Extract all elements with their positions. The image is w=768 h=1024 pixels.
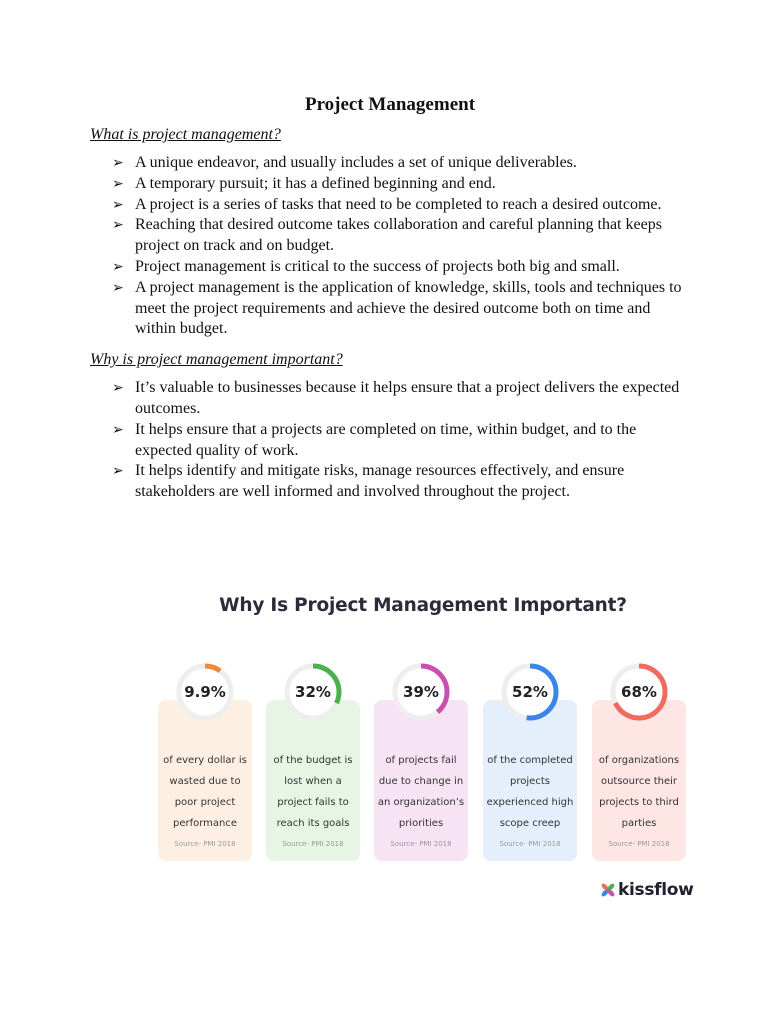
list-item — [90, 378, 690, 420]
stat-description-line: scope creep — [499, 818, 561, 829]
arrowhead-bullet-icon: ➢ — [112, 279, 124, 296]
section-heading-why: Why is project management important? — [90, 351, 343, 369]
stat-value: 52% — [512, 683, 548, 701]
arrowhead-bullet-icon: ➢ — [112, 175, 124, 192]
list-item — [90, 195, 690, 216]
stat-description-line: project fails to — [277, 797, 349, 808]
stat-description-line: projects to third — [599, 797, 679, 808]
list-item-text: A project is a series of tasks that need to be completed to reach a desired outcome. — [135, 195, 662, 213]
list-item-text: A temporary pursuit; it has a defined beginning and end. — [135, 174, 496, 192]
arrowhead-bullet-icon: ➢ — [112, 155, 124, 171]
stat-card — [158, 700, 252, 861]
stat-description-line: parties — [621, 818, 657, 829]
list-item-text: A project management is the application of knowledge, skills, tools and techniques to meet the project requirements and achieve the desired outcome both on time and within budget. — [135, 278, 682, 338]
progress-ring — [607, 660, 671, 724]
infographic — [150, 585, 694, 905]
stat-description — [592, 750, 686, 834]
list-item — [90, 174, 690, 195]
stat-description-line: experienced high — [486, 797, 574, 808]
list-item-text: A unique endeavor, and usually includes a set of unique deliverables. — [135, 154, 577, 171]
stat-card — [374, 700, 468, 861]
stat-card — [266, 700, 360, 861]
progress-ring — [498, 660, 562, 724]
stat-source: Source- PMI 2018 — [282, 840, 344, 848]
stat-description-line: performance — [172, 818, 238, 829]
stat-description-line: reach its goals — [276, 818, 350, 829]
stat-value: 39% — [403, 683, 439, 701]
document — [90, 92, 690, 513]
progress-ring — [281, 660, 345, 724]
stat-description-line: lost when a — [284, 776, 342, 787]
stat-card — [483, 700, 577, 861]
arrowhead-bullet-icon: ➢ — [112, 217, 124, 234]
stat-description-line: of organizations — [598, 755, 680, 766]
stat-description — [374, 750, 468, 834]
stat-description-line: an organization’s — [377, 797, 465, 808]
stat-value: 32% — [295, 683, 331, 701]
stat-description-line: of every dollar is — [163, 755, 247, 766]
progress-ring — [173, 660, 237, 724]
list-item-text: Reaching that desired outcome takes collaboration and careful planning that keeps project on track and on budget. — [135, 216, 662, 255]
arrowhead-bullet-icon: ➢ — [112, 258, 124, 275]
stat-source: Source- PMI 2018 — [174, 840, 236, 848]
stat-description — [483, 750, 577, 834]
bullet-list-why — [90, 378, 690, 503]
stat-description-line: of the budget is — [273, 755, 353, 766]
stat-description-line: wasted due to — [169, 776, 241, 787]
arrowhead-bullet-icon: ➢ — [112, 421, 124, 438]
stat-description — [266, 750, 360, 834]
stat-description-line: projects — [510, 776, 550, 787]
stat-description — [158, 750, 252, 834]
kissflow-logo — [600, 878, 694, 902]
list-item-text: It helps ensure that a projects are completed on time, within budget, and to the expected quality of work. — [135, 420, 637, 459]
list-item — [90, 461, 690, 503]
document-title: Project Management — [304, 94, 476, 115]
stat-description-line: outsource their — [600, 776, 678, 787]
list-item — [90, 420, 690, 462]
list-item-text: Project management is critical to the success of projects both big and small. — [135, 257, 620, 275]
stat-description-line: priorities — [398, 818, 444, 829]
stat-source: Source- PMI 2018 — [499, 840, 561, 848]
arrowhead-bullet-icon: ➢ — [112, 196, 124, 213]
stat-description-line: of the completed — [487, 755, 573, 766]
kissflow-logo-icon — [600, 882, 616, 898]
list-item — [90, 257, 690, 278]
logo-text: kissflow — [618, 880, 694, 900]
list-item — [90, 153, 690, 174]
stat-source: Source- PMI 2018 — [608, 840, 670, 848]
stat-description-line: due to change in — [378, 776, 464, 787]
stat-source: Source- PMI 2018 — [390, 840, 452, 848]
bullet-list-what — [90, 153, 690, 340]
stat-description-line: of projects fail — [385, 755, 457, 766]
stat-value: 68% — [621, 683, 657, 701]
section-heading-what: What is project management? — [90, 126, 281, 143]
stat-card — [592, 700, 686, 861]
list-item — [90, 278, 690, 340]
progress-ring — [389, 660, 453, 724]
list-item — [90, 215, 690, 257]
stat-description-line: poor project — [174, 797, 236, 808]
arrowhead-bullet-icon: ➢ — [112, 463, 124, 480]
list-item-text: It’s valuable to businesses because it helps ensure that a project delivers the expected outcomes. — [135, 379, 680, 417]
stat-value: 9.9% — [184, 683, 226, 701]
list-item-text: It helps identify and mitigate risks, manage resources effectively, and ensure stakeholders are well informed and involved throughout the project. — [135, 462, 625, 501]
infographic-title: Why Is Project Management Important? — [219, 595, 627, 616]
arrowhead-bullet-icon: ➢ — [112, 380, 124, 397]
